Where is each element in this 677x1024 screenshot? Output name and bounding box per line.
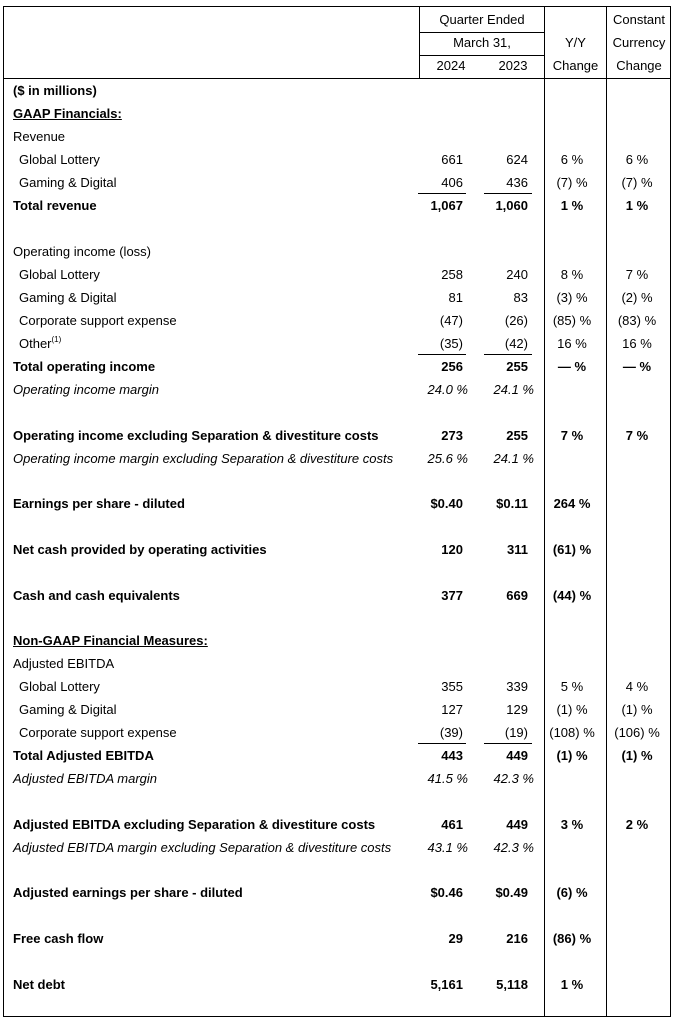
value-2024: (47) [439,313,463,328]
gaap-section-row [0,102,677,125]
row-label: Corporate support expense [19,313,177,328]
value-2023: 24.1 % [493,382,534,397]
header-cc-line2: Currency [612,35,666,50]
yy-change: 264 % [553,496,591,511]
value-2024: 406 [441,175,463,190]
value-2024: (35) [439,336,463,351]
yy-change: 7 % [560,428,584,443]
value-2023: (19) [504,725,528,740]
value-2024: 461 [441,817,463,832]
row-label: Gaming & Digital [19,290,117,305]
cc-change: 16 % [622,336,652,351]
row-label: Corporate support expense [19,725,177,740]
yy-change: 16 % [557,336,587,351]
header-year-2023: 2023 [498,58,528,73]
yy-change: 1 % [560,198,584,213]
yy-change: (1) % [556,748,588,763]
row-label: Total Adjusted EBITDA [13,748,154,763]
table-row [0,721,677,744]
value-2023: 339 [506,679,528,694]
row-label: Operating income margin [13,382,159,397]
value-2024: 127 [441,702,463,717]
value-2024: 443 [441,748,463,763]
yy-change: (108) % [549,725,595,740]
row-label: Global Lottery [19,152,100,167]
value-2024: $0.46 [430,885,463,900]
value-2023: (26) [504,313,528,328]
table-row [0,881,677,904]
value-2023: 624 [506,152,528,167]
value-2023: 216 [506,931,528,946]
yy-change: 5 % [560,679,584,694]
yy-change: (44) % [552,588,592,603]
cc-change: 2 % [625,817,649,832]
table-row [0,584,677,607]
row-label: Adjusted EBITDA margin [13,771,158,786]
value-2023: (42) [504,336,528,351]
row-label: Operating income excluding Separation & divestiture costs [13,428,379,443]
header-quarter-ended: Quarter Ended [439,12,525,27]
table-row [0,263,677,286]
cc-change: 1 % [625,198,649,213]
table-row [0,424,677,447]
header-cc-line1: Constant [612,12,666,27]
yy-change: (61) % [552,542,592,557]
row-label: Adjusted earnings per share - diluted [13,885,243,900]
cc-change: 4 % [625,679,649,694]
header-period: March 31, [453,35,511,50]
value-2024: 377 [441,588,463,603]
table-row-margin [0,767,677,790]
value-2024: 41.5 % [427,771,468,786]
row-label: Cash and cash equivalents [13,588,180,603]
row-label: Global Lottery [19,679,100,694]
value-2024: 120 [441,542,463,557]
cc-change: (1) % [621,748,653,763]
value-2023: 1,060 [495,198,528,213]
row-label: Operating income margin excluding Separation & divestiture costs [13,451,394,466]
value-2024: 24.0 % [427,382,468,397]
op-income-heading-row [0,240,677,263]
value-2023: 669 [506,588,528,603]
table-row-total [0,355,677,378]
units-label: ($ in millions) [13,83,97,98]
row-label: Global Lottery [19,267,100,282]
cc-change: (83) % [617,313,657,328]
cc-change: (2) % [621,290,653,305]
value-2023: 83 [513,290,528,305]
yy-change: 1 % [560,977,584,992]
header-year-2024: 2024 [436,58,466,73]
table-row-total [0,194,677,217]
cc-change: (106) % [614,725,660,740]
cc-change: 6 % [625,152,649,167]
row-label: Earnings per share - diluted [13,496,185,511]
table-row [0,538,677,561]
value-2023: 449 [506,748,528,763]
yy-change: (85) % [552,313,592,328]
revenue-heading-row [0,125,677,148]
table-row [0,171,677,194]
value-2023: 240 [506,267,528,282]
value-2023: $0.49 [495,885,528,900]
table-row-margin [0,836,677,859]
table-row [0,492,677,515]
cc-change: (1) % [621,702,653,717]
value-2024: 81 [448,290,463,305]
value-2024: 661 [441,152,463,167]
row-label [19,332,61,355]
value-2024: 43.1 % [427,840,468,855]
gaap-section-heading: GAAP Financials: [13,106,122,121]
table-row [0,813,677,836]
row-label: Revenue [13,129,66,144]
table-row [0,286,677,309]
cc-change: — % [622,359,652,374]
value-2023: 5,118 [496,977,528,992]
non-gaap-section-heading: Non-GAAP Financial Measures: [13,633,208,648]
value-2023: 311 [507,542,528,557]
footnote-marker: (1) [51,335,62,344]
cc-change: 7 % [625,428,649,443]
value-2024: 5,161 [430,977,463,992]
table-row [0,309,677,332]
value-2024: $0.40 [430,496,463,511]
row-label: Gaming & Digital [19,175,117,190]
table-row [0,927,677,950]
value-2023: 255 [506,428,528,443]
table-row [0,332,677,355]
yy-change: 6 % [560,152,584,167]
table-row [0,973,677,996]
value-2024: 25.6 % [427,451,468,466]
yy-change: 3 % [560,817,584,832]
yy-change: (6) % [556,885,588,900]
table-row [0,675,677,698]
row-label: Total revenue [13,198,97,213]
table-row [0,698,677,721]
yy-change: (3) % [556,290,588,305]
value-2024: 256 [441,359,463,374]
value-2024: 355 [441,679,463,694]
table-row-margin [0,378,677,401]
value-2023: 129 [506,702,528,717]
adj-ebitda-heading-row [0,652,677,675]
row-label: Net cash provided by operating activities [13,542,267,557]
cc-change: (7) % [621,175,653,190]
value-2024: 258 [441,267,463,282]
row-label: Free cash flow [13,931,104,946]
header-cc-line3: Change [616,58,662,73]
yy-change: (86) % [552,931,592,946]
value-2024: (39) [439,725,463,740]
table-row-margin [0,447,677,470]
yy-change: 8 % [560,267,584,282]
table-row [0,148,677,171]
value-2024: 29 [448,931,463,946]
yy-change: (1) % [556,702,588,717]
value-2023: 449 [506,817,528,832]
value-2024: 1,067 [430,198,463,213]
row-label-text: Other [19,336,52,351]
row-label: Adjusted EBITDA excluding Separation & divestiture costs [13,817,376,832]
value-2023: 42.3 % [493,771,534,786]
value-2023: 436 [506,175,528,190]
units-row [0,79,677,102]
value-2023: 255 [506,359,528,374]
yy-change: (7) % [556,175,588,190]
value-2023: $0.11 [496,496,528,511]
yy-change: — % [557,359,587,374]
non-gaap-section-row [0,629,677,652]
row-label: Operating income (loss) [13,244,151,259]
row-label: Net debt [13,977,65,992]
cc-change: 7 % [625,267,649,282]
row-label: Adjusted EBITDA margin excluding Separation & divestiture costs [13,840,392,855]
value-2023: 42.3 % [493,840,534,855]
table-row-total [0,744,677,767]
row-label: Total operating income [13,359,156,374]
row-label: Gaming & Digital [19,702,117,717]
value-2023: 24.1 % [493,451,534,466]
header-yy-line1: Y/Y [565,35,586,50]
header-yy-line2: Change [552,58,599,73]
value-2024: 273 [441,428,463,443]
row-label: Adjusted EBITDA [13,656,115,671]
